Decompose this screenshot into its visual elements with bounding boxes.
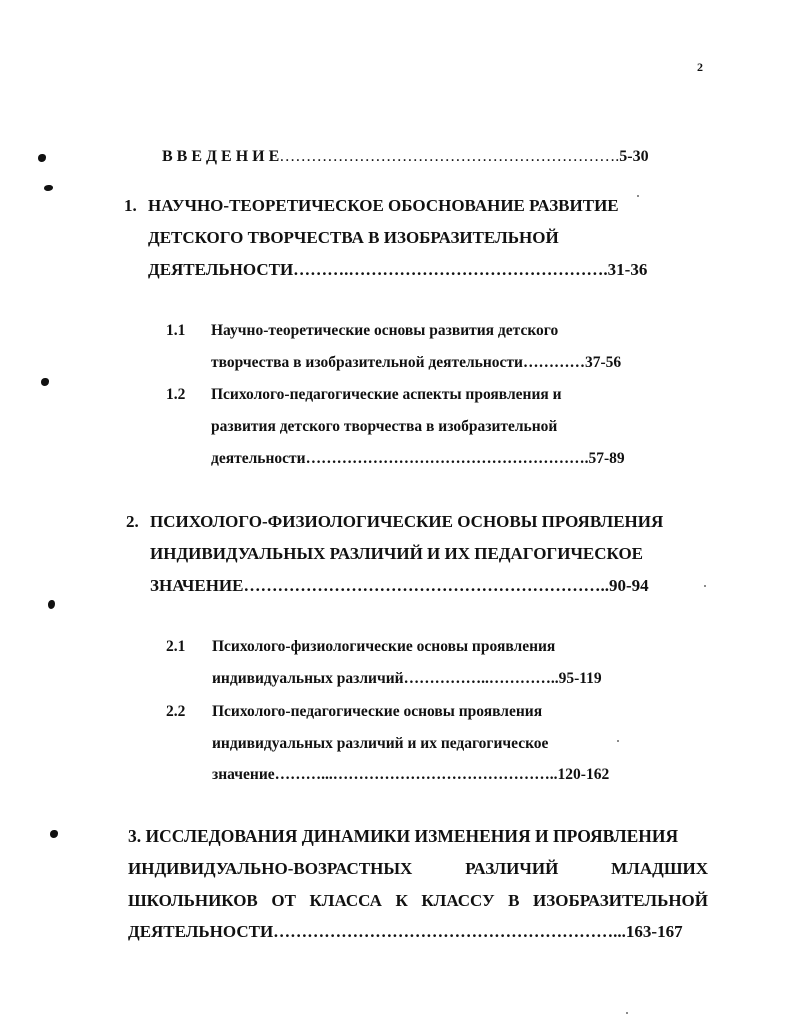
toc-sub-2-2-pages: 120-162	[557, 766, 610, 783]
margin-mark	[38, 154, 46, 162]
toc-section3-word: К	[395, 891, 408, 910]
toc-section1-number: 1.	[124, 196, 137, 215]
toc-section2-line3	[150, 576, 649, 596]
toc-section2-line1: ПСИХОЛОГО-ФИЗИОЛОГИЧЕСКИЕ ОСНОВЫ ПРОЯВЛЕНИЯ	[150, 512, 664, 531]
toc-sub-1-1-title-end: творчества в изобразительной деятельности	[211, 354, 523, 371]
toc-section3-pages: 163-167	[625, 922, 683, 941]
toc-section3-word: КЛАССУ	[421, 891, 495, 910]
toc-section3-word: В	[508, 891, 520, 910]
toc-sub-1-1-line1: Научно-теоретические основы развития детского	[211, 322, 559, 339]
toc-section3-word: ОТ	[271, 891, 296, 910]
toc-sub-2-1-title-end: индивидуальных различий	[212, 670, 404, 687]
toc-intro-pages: 5-30	[619, 148, 649, 165]
toc-sub-2-1-line1: Психолого-физиологические основы проявления	[212, 638, 556, 655]
toc-leader: …………	[522, 354, 585, 371]
toc-sub-2-2-title-end: значение	[212, 766, 275, 783]
toc-sub-1-1-line2	[211, 354, 621, 372]
toc-leader: ……………………………………………………….	[279, 148, 620, 165]
toc-sub-2-1-line2	[212, 670, 602, 688]
toc-leader: ………………………………………………………..	[243, 576, 609, 595]
margin-mark	[50, 830, 58, 838]
speck	[617, 740, 619, 742]
toc-section3-title-end: ДЕЯТЕЛЬНОСТИ	[128, 922, 274, 941]
toc-section3-word: МЛАДШИХ	[611, 859, 708, 878]
toc-section3-line3	[128, 891, 708, 911]
toc-section3-line1: 3. ИССЛЕДОВАНИЯ ДИНАМИКИ ИЗМЕНЕНИЯ И ПРОЯВЛЕНИЯ	[128, 826, 679, 846]
toc-sub-1-2-line1: Психолого-педагогические аспекты проявления и	[211, 386, 562, 403]
toc-section1-line2: ДЕТСКОГО ТВОРЧЕСТВА В ИЗОБРАЗИТЕЛЬНОЙ	[148, 228, 559, 247]
margin-mark	[41, 378, 49, 386]
toc-intro	[162, 148, 649, 166]
toc-sub-2-2-line2: индивидуальных различий и их педагогическое	[212, 735, 549, 752]
margin-mark	[44, 185, 53, 191]
toc-sub-2-2-number: 2.2	[166, 703, 186, 720]
toc-sub-1-1-pages: 37-56	[584, 354, 622, 371]
toc-sub-1-2-line3	[211, 450, 625, 468]
toc-section3-line2	[128, 859, 708, 879]
toc-sub-2-2-line3	[212, 766, 609, 784]
toc-sub-1-2-title-end: деятельности	[211, 450, 306, 467]
toc-section3-line4	[128, 922, 683, 942]
toc-sub-2-2-line1: Психолого-педагогические основы проявления	[212, 703, 543, 720]
toc-sub-1-1-number: 1.1	[166, 322, 186, 339]
toc-sub-1-2-pages: 57-89	[588, 450, 625, 467]
toc-leader: ……………..…………..	[403, 670, 559, 687]
toc-section1-line3	[148, 260, 647, 280]
margin-mark	[48, 600, 55, 609]
speck	[637, 195, 639, 197]
toc-section1-line1: НАУЧНО-ТЕОРЕТИЧЕСКОЕ ОБОСНОВАНИЕ РАЗВИТИЕ	[148, 196, 619, 215]
toc-sub-1-2-line2: развития детского творчества в изобразительной	[211, 418, 558, 435]
toc-section2-pages: 90-94	[609, 576, 649, 595]
toc-intro-label: В В Е Д Е Н И Е	[162, 148, 280, 165]
toc-section3-word: ИНДИВИДУАЛЬНО-ВОЗРАСТНЫХ	[128, 859, 413, 878]
toc-section3-word: ИЗОБРАЗИТЕЛЬНОЙ	[533, 891, 708, 910]
speck	[704, 585, 706, 587]
speck	[626, 1012, 628, 1014]
toc-section1-pages: 31-36	[607, 260, 648, 279]
toc-section1-title-end: ДЕЯТЕЛЬНОСТИ	[148, 260, 294, 279]
toc-sub-2-1-pages: 95-119	[558, 670, 602, 687]
toc-section3-word: ШКОЛЬНИКОВ	[128, 891, 258, 910]
toc-leader: ……………………………………………….	[305, 450, 589, 467]
toc-section3-word: КЛАССА	[309, 891, 382, 910]
toc-section2-title-end: ЗНАЧЕНИЕ	[150, 576, 244, 595]
toc-leader: ……….……………………………………….	[293, 260, 608, 279]
toc-leader: ………...……………………………………..	[274, 766, 558, 783]
toc-section2-line2: ИНДИВИДУАЛЬНЫХ РАЗЛИЧИЙ И ИХ ПЕДАГОГИЧЕСКОЕ	[150, 544, 644, 563]
toc-leader: ……………………………………………………...	[273, 922, 626, 941]
toc-section2-number: 2.	[126, 512, 139, 531]
toc-section3-word: РАЗЛИЧИЙ	[465, 859, 559, 878]
page-number: 2	[697, 60, 703, 74]
toc-sub-1-2-number: 1.2	[166, 386, 186, 403]
toc-sub-2-1-number: 2.1	[166, 638, 186, 655]
